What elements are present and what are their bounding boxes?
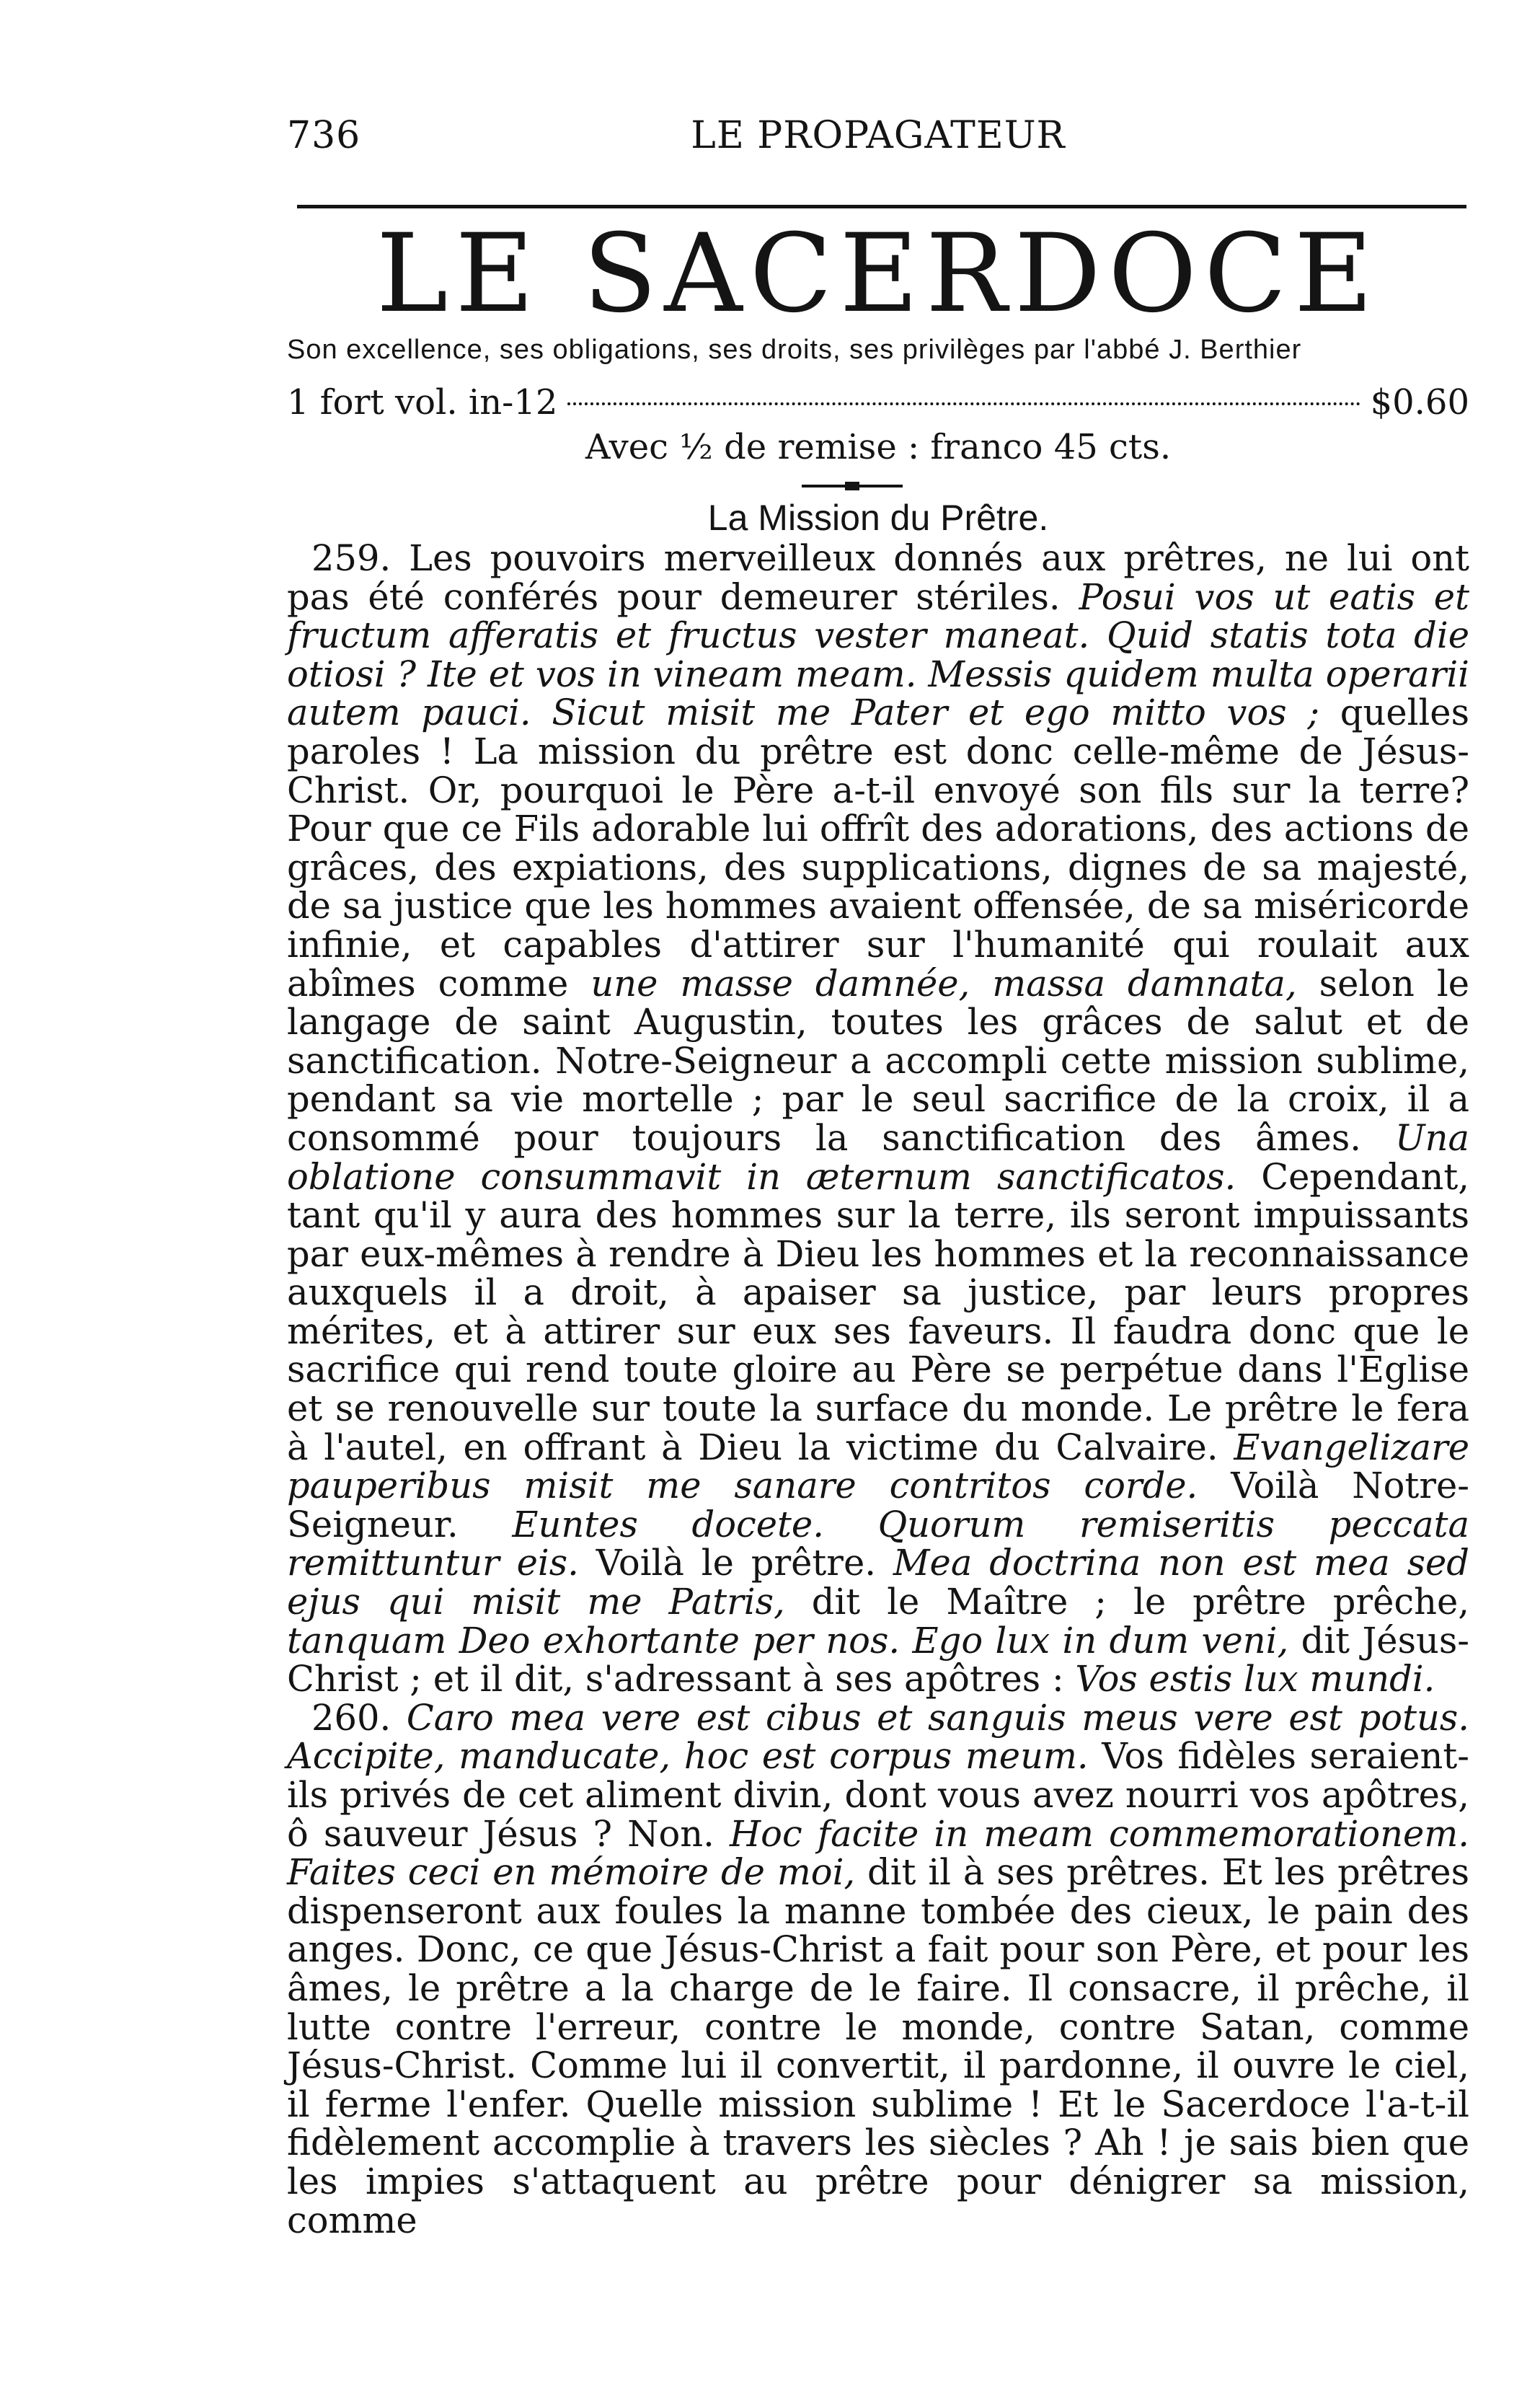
text-run: 259. Les pouvoirs merveilleux donnés aux prêtres, ne lui ont pas été conférés pour demeurer stériles. xyxy=(287,537,1469,618)
text-run: dit le Maître ; le prêtre prêche, xyxy=(784,1581,1469,1623)
running-title: LE PROPAGATEUR xyxy=(691,114,1066,157)
text-run: Cependant, tant qu'il y aura des hommes sur la terre, ils seront impuissants par eux-mêmes à rendre à Dieu les hommes et la reconnaissance auxquels il a droit, à apaiser sa justice, par leurs propres mérites, et à attirer sur eux ses faveurs. Il faudra donc que le sacrifice qui rend toute gloire au Père se perpétue dans l'Eglise et se renouvelle sur toute la surface du monde. Le prêtre le fera à l'autel, en offrant à Dieu la victime du Calvaire. xyxy=(287,1155,1470,1468)
text-run: dit Jésus-Christ ; et il dit, s'adressant à ses apôtres : xyxy=(287,1619,1469,1700)
book-format-line xyxy=(287,382,1469,433)
latin-quote: Hoc facite in meam commemorationem. Faites ceci en mémoire de moi, xyxy=(287,1812,1469,1894)
latin-quote: Mea doctrina non est mea sed ejus qui misit me Patris, xyxy=(287,1542,1469,1623)
ornamental-rule xyxy=(802,485,903,488)
dot-leader xyxy=(567,402,1360,405)
latin-quote: Vos estis lux mundi. xyxy=(1075,1658,1435,1700)
latin-quote: Caro mea vere est cibus et sanguis meus vere est potus. Accipite, manducate, hoc est corpus meum. xyxy=(287,1696,1469,1778)
book-format: 1 fort vol. in-12 xyxy=(287,382,558,423)
latin-quote: Una oblatione consummavit in æternum sanctificatos. xyxy=(287,1116,1469,1198)
book-discount: Avec ½ de remise : franco 45 cts. xyxy=(585,427,1172,467)
header-rule xyxy=(297,205,1466,208)
book-price: $0.60 xyxy=(1370,382,1469,423)
running-head xyxy=(287,114,1469,164)
text-run: Vos fidèles seraient-ils privés de cet aliment divin, dont vous avez nourri vos apôtres, ô sauveur Jésus ? Non. xyxy=(287,1735,1469,1855)
book-title: LE SACERDOCE xyxy=(376,211,1381,337)
book-subtitle: Son excellence, ses obligations, ses droits, ses privilèges par l'abbé J. Berthier xyxy=(287,335,1302,365)
paragraph-260 xyxy=(287,1696,1469,2241)
latin-quote: tanquam Deo exhortante per nos. Ego lux in dum veni, xyxy=(287,1619,1289,1662)
text-run: Voilà Notre-Seigneur. xyxy=(287,1465,1469,1545)
section-heading: La Mission du Prêtre. xyxy=(707,498,1049,538)
latin-quote: Evangelizare pauperibus misit me sanare contritos corde. xyxy=(287,1426,1469,1507)
text-run: dit il à ses prêtres. Et les prêtres dispenseront aux foules la manne tombée des cieux, le pain des anges. Donc, ce que Jésus-Christ a fait pour son Père, et pour les âmes, le prêtre a la charge de le faire. Il consacre, il prêche, il lutte contre l'erreur, contre le monde, contre Satan, comme Jésus-Christ. Comme lui il convertit, il pardonne, il ouvre le ciel, il ferme l'enfer. Quelle mission sublime ! Et le Sacerdoce l'a-t-il fidèlement accomplie à travers les siècles ? Ah ! je sais bien que les impies s'attaquent au prêtre pour dénigrer sa mission, comme xyxy=(287,1851,1469,2241)
latin-quote: Posui vos ut eatis et fructum afferatis et fructus vester maneat. Quid statis tota die otiosi ? Ite et vos in vineam meam. Messis quidem multa operarii autem pauci. Sicut misit me Pater et ego mitto vos ; xyxy=(287,575,1469,734)
latin-quote: Euntes docete. Quorum remiseritis peccata remittuntur eis. xyxy=(287,1503,1469,1584)
paragraph-259 xyxy=(287,539,1469,1699)
body-text xyxy=(287,539,1469,2240)
text-run: 260. xyxy=(311,1696,407,1739)
text-run: Voilà le prêtre. xyxy=(578,1542,893,1584)
page-number: 736 xyxy=(287,114,361,157)
text-run: selon le langage de saint Augustin, toutes les grâces de salut et de sanctification. Notre-Seigneur a accompli cette mission sublime, pendant sa vie mortelle ; par le seul sacrifice de la croix, il a consommé pour toujours la sanctification des âmes. xyxy=(287,962,1470,1159)
text-run: quelles paroles ! La mission du prêtre est donc celle-même de Jésus-Christ. Or, pourquoi le Père a-t-il envoyé son fils sur la terre? Pour que ce Fils adorable lui offrît des adorations, des actions de grâces, des expiations, des supplications, dignes de sa majesté, de sa justice que les hommes avaient offensée, de sa miséricorde infinie, et capables d'attirer sur l'humanité qui roulait aux abîmes comme xyxy=(287,692,1469,1005)
latin-quote: une masse damnée, massa damnata, xyxy=(590,962,1297,1005)
